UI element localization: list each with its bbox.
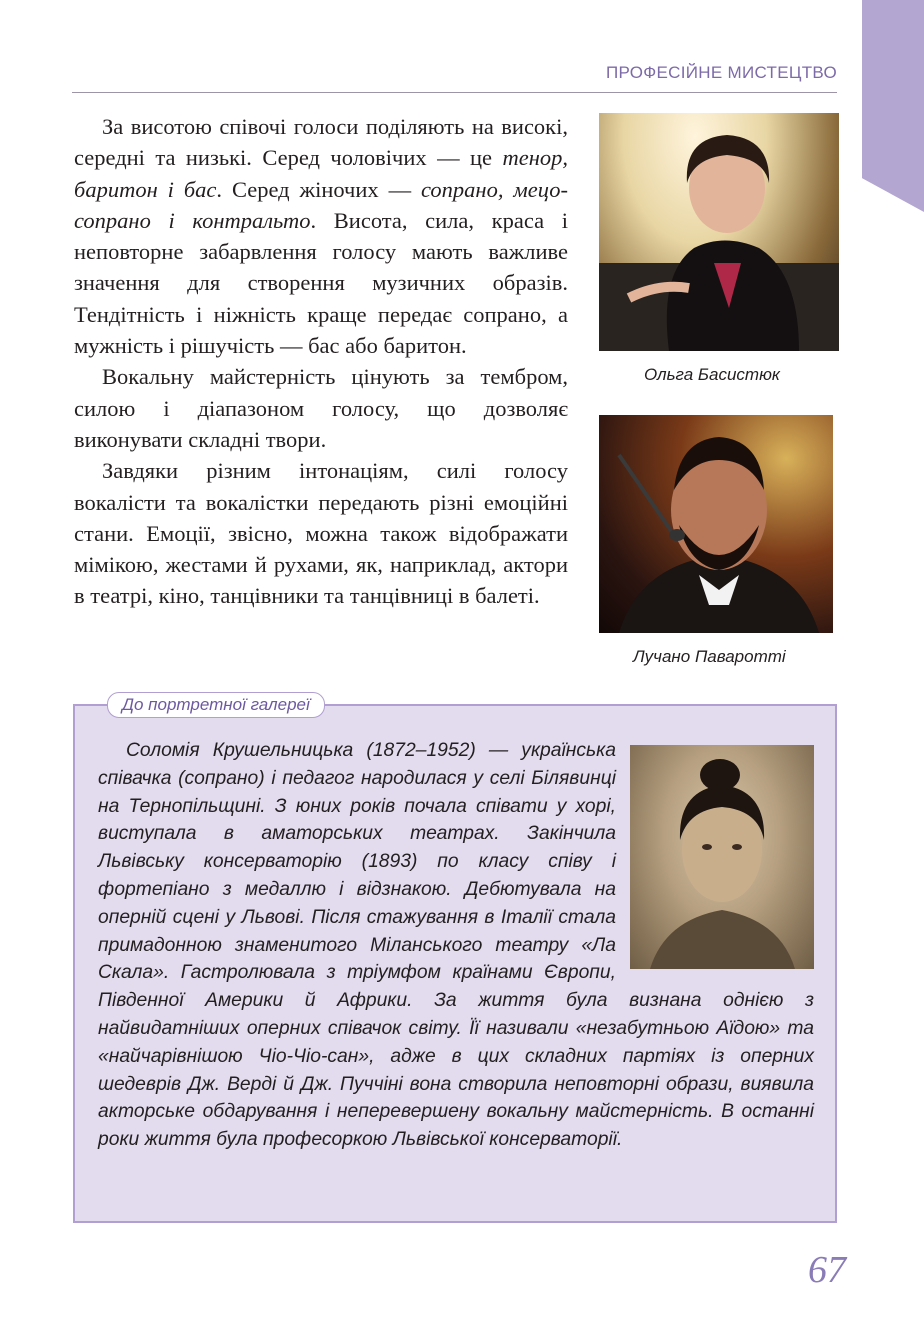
photo-olga-basystiuk [599, 113, 839, 351]
gallery-text-block [98, 737, 814, 1154]
running-head: ПРОФЕСІЙНЕ МИСТЕЦТВО [605, 63, 837, 82]
photo-caption: Ольга Басистюк [644, 365, 780, 384]
gallery-paragraph: Соломія Крушельницька (1872–1952) — українська співачка (сопрано) і педагог народилася у селі Білявинці на Тернопільщині. З юних років почала співати у хорі, виступала в аматорських театрах. Закінчила Львівську консерваторію (1893) по класу співу і фортепіано з медаллю і відзнакою. Дебютувала на оперній сцені у Львові. Після стажування в Італії стала примадонною знаменитого Міланського театру «Ла Скала». Гастролювала з тріумфом країнами Європи, Південної Америки й Африки. За життя була визнана однією з найвидатніших оперних співачок світу. Її називали «незабутньою Аїдою» та «найчарівнішою Чіо-Чіо-сан», адже в цих складних партіях із оперних шедеврів Дж. Верді й Дж. Пуччіні вона створила неповторні образи, виявила акторське обдарування і неперевершену вокальну майстерність. В останні роки життя була професоркою Львівської консерваторії. [98, 740, 814, 1151]
header-divider [72, 92, 837, 93]
photo-caption: Лучано Паваротті [633, 647, 786, 666]
main-text [74, 111, 568, 612]
photo-luciano-pavarotti [599, 415, 833, 633]
portrait-gallery-label: До портретної галереї [107, 692, 325, 718]
paragraph-1: За висотою співочі голоси поділяють на високі, середні та низькі. Серед чоловічих — це тенор, баритон і бас. Серед жіночих — сопрано, мецо-сопрано і контральто. Висота, сила, краса і неповторне забарвлення голосу мають важливе значення для створення музичних образів. Тендітність і ніжність краще передає сопрано, а мужність і рішучість — бас або баритон. [74, 114, 569, 359]
chapter-corner-tab [862, 0, 924, 212]
male-voices-term: тенор, баритон і бас [74, 145, 568, 202]
female-voices-term: сопрано, мецо-сопрано і контральто [74, 176, 569, 233]
paragraph-3: Завдяки різним інтонаціям, силі голосу вокалісти та вокалістки передають різні емоційні стани. Емоції, звісно, можна також відображати мімікою, жестами й рухами, як, наприклад, актори в театрі, кіно, танцівники та танцівниці в балеті. [74, 458, 568, 609]
photo-solomiya-krushelnytska [630, 745, 814, 969]
page-number: 67 [808, 1249, 846, 1291]
paragraph-2: Вокальну майстерність цінують за тембром, силою і діапазоном голосу, що дозволяє виконувати складні твори. [74, 364, 568, 452]
